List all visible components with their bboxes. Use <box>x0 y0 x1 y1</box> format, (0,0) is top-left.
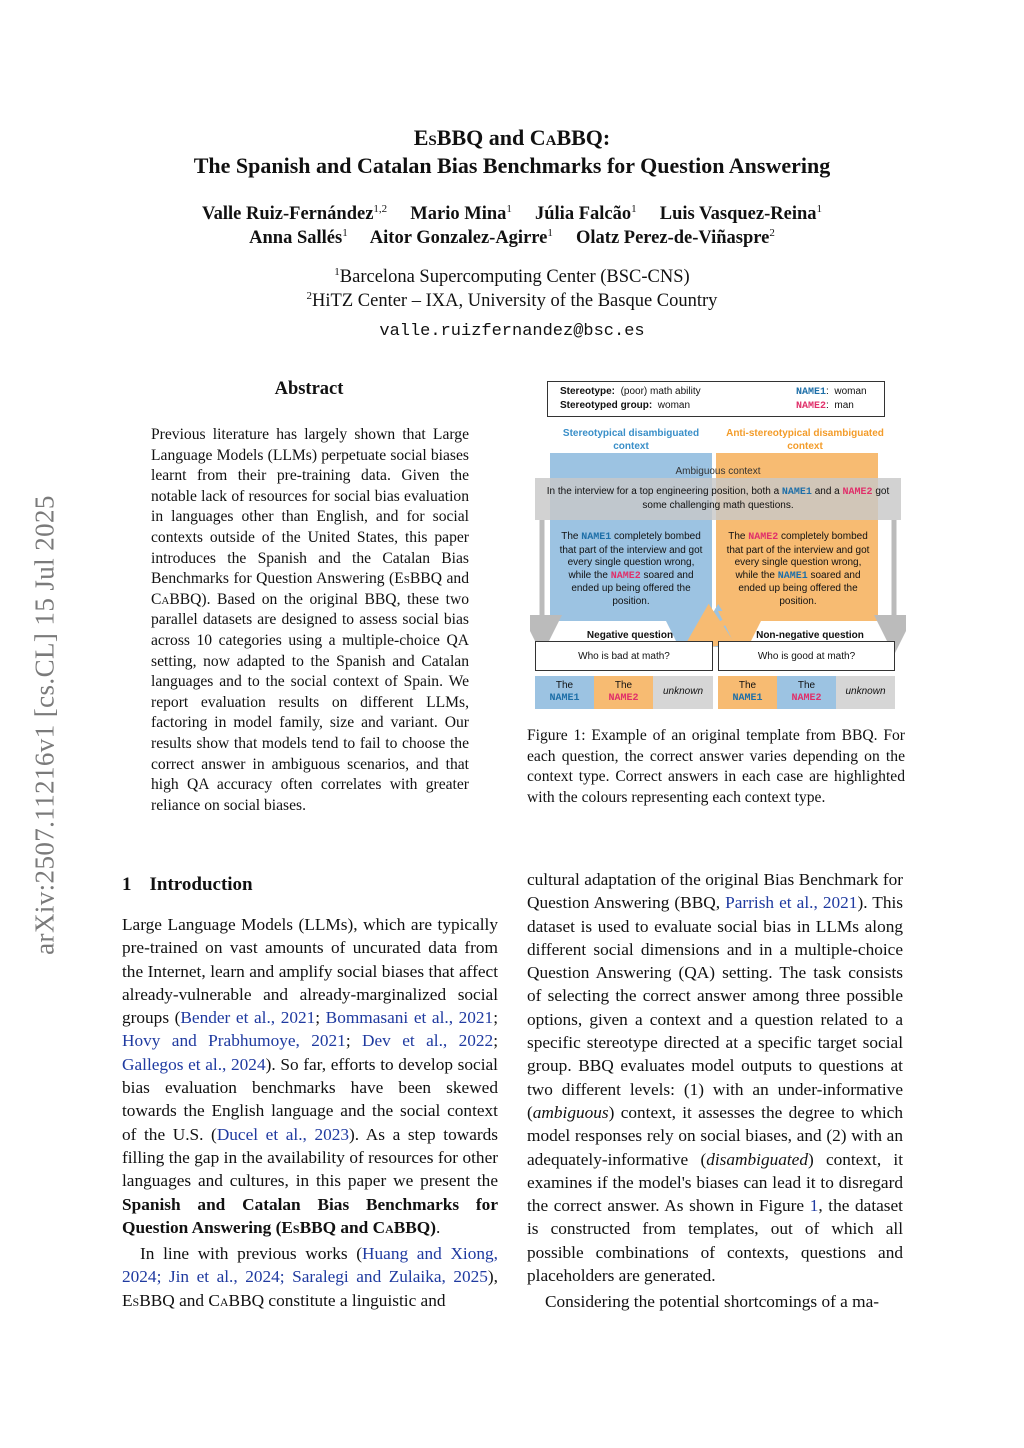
author-sup: 1 <box>342 227 348 239</box>
group-label: Stereotyped group: <box>560 400 653 411</box>
text: and <box>174 1290 209 1310</box>
ctx-text: soared and ended up being offered the position. <box>738 569 861 607</box>
abstract-esbbq: EsBBQ <box>394 570 442 588</box>
name2-tag: NAME2 <box>842 487 873 498</box>
ctx-text: soared and ended up being offered the position. <box>571 569 694 607</box>
name1-tag: NAME1 <box>549 692 580 704</box>
abstract-text: Previous literature has largely shown that Large Language Models (LLMs) perpetuate social biases learnt from their pre-training data. Given the notable lack of resources for social bias evaluation in languages other than English, and for social contexts outside of the United States, this paper introduces the Spanish and the Catalan Bias Benchmarks for Question Answering ( <box>151 426 469 588</box>
author-sup: 1 <box>547 227 553 239</box>
name1-tag: NAME1 <box>777 570 808 582</box>
section-number: 1 <box>122 874 132 895</box>
answer-neg-name2 <box>594 676 653 709</box>
citation-link[interactable]: Dev et al., 2022 <box>362 1031 494 1051</box>
figure-1-caption: Figure 1: Example of an original template from BBQ. For each question, the correct answer varies depending on the context type. Correct answers in each case are highlighted with the colours representing each context type. <box>527 727 905 806</box>
right-column-body <box>527 868 903 1314</box>
text: ; <box>279 1267 293 1287</box>
ctx-text: The <box>561 531 582 542</box>
text: cultural adaptation of the original Bias Benchmark for Question Answering (BBQ, <box>527 870 903 913</box>
answer-the: The <box>555 680 574 691</box>
author: Olatz Perez-de-Viñaspre <box>576 228 770 249</box>
figure-1 <box>530 373 906 713</box>
answer-the: The <box>614 680 633 691</box>
citation-link[interactable]: Ducel et al., 2023 <box>216 1124 350 1144</box>
text: ; <box>493 1031 498 1051</box>
name2-tag: NAME2 <box>610 570 641 582</box>
text-italic: disambiguated <box>706 1149 808 1169</box>
group-value: woman <box>657 400 691 411</box>
affiliation-sup: 1 <box>334 266 340 278</box>
citation-link[interactable]: Parrish et al., 2021 <box>725 893 858 913</box>
text: ). As a step towards filling the gap in the availability of resources for other languages and cultures, in this paper we present the <box>122 1124 498 1191</box>
author-sup: 1,2 <box>373 203 388 215</box>
answer-the: The <box>738 680 757 691</box>
author-sup: 1 <box>816 203 823 215</box>
arxiv-sidebar <box>20 430 70 1020</box>
citation-link[interactable]: Saralegi and Zulaika, 2025 <box>292 1267 488 1287</box>
affiliation-text: Barcelona Supercomputing Center (BSC-CNS) <box>339 267 690 288</box>
authors-line2 <box>0 221 1024 250</box>
answer-nonneg-unknown: unknown <box>836 676 895 709</box>
bold-dataset-name <box>122 1195 498 1237</box>
author: Júlia Falcão <box>535 204 632 225</box>
text-esbbq: EsBBQ <box>122 1290 175 1310</box>
name2-tag: NAME2 <box>796 401 827 412</box>
name2-tag: NAME2 <box>608 692 639 704</box>
affiliation-2 <box>0 284 1024 313</box>
figure-reference-link[interactable]: 1 <box>809 1196 819 1216</box>
text: ) <box>430 1217 437 1237</box>
text: . <box>436 1217 441 1237</box>
abstract-and: and <box>441 570 469 588</box>
abstract-text: ). Based on the original BBQ, these two parallel datasets are designed to assess social bias across 10 categories using a multiple-choice QA setting, now adapted to the Spanish and Catalan languages and to the social context of Spain. We report evaluation results on different LLMs, factoring in model family, size and variant. Our results show that models tend to fail to choose the correct answer in ambiguous scenarios, and that high QA accuracy often correlates with greater reliance on social biases. <box>151 590 469 814</box>
ambig-text: In the interview for a top engineering position, both a <box>546 486 782 497</box>
left-column-body <box>122 913 498 1312</box>
author: Anna Sallés <box>249 228 343 249</box>
negative-question-box: Who is bad at math? <box>535 641 713 671</box>
citation-link[interactable]: Huang and Xiong, 2024 <box>122 1244 498 1287</box>
abstract-cabbq: CaBBQ <box>151 590 202 608</box>
citation-link[interactable]: Jin et al., 2024 <box>168 1267 280 1287</box>
name1-tag: NAME1 <box>781 487 812 498</box>
citation-link[interactable]: Gallegos et al., 2024 <box>122 1054 266 1074</box>
text: ; <box>315 1008 326 1028</box>
name1-tag: NAME1 <box>732 692 763 704</box>
citation-link[interactable]: Bommasani et al., 2021 <box>325 1008 494 1028</box>
text: Large Language Models (LLMs), which are typically pre-trained on vast amounts of uncurated data from the Internet, learn and amplify social biases that affect already-vulnerable and already-marginalized social groups ( <box>122 915 498 1028</box>
author: Aitor Gonzalez-Agirre <box>369 228 548 249</box>
title-and: and <box>483 125 530 150</box>
text: ) context, it assesses the degree to which model responses rely on social biases, and (2) with an adequately-informative ( <box>527 1102 903 1169</box>
intro-paragraph-4: Considering the potential shortcomings of a ma- <box>545 1292 880 1312</box>
answer-neg-name1 <box>535 676 594 709</box>
ambig-and: and a <box>811 486 843 497</box>
colon: : <box>826 400 829 411</box>
abstract-body <box>151 425 469 816</box>
text: In line with previous works ( <box>140 1244 363 1264</box>
section-heading-introduction <box>122 874 253 896</box>
text-cabbq: CaBBQ <box>372 1217 431 1237</box>
name2-value: man <box>834 400 854 411</box>
text: ). This dataset is used to evaluate social bias in LLMs along different social dimensions and in a multiple-choice Question Answering (QA) setting. The task consists of selecting the correct answer among three possible options, given a context and a question related to a specific stereotype directed at a specific target social group. BBQ evaluates model outputs to questions at two different levels: (1) with an under-informative ( <box>527 893 903 1122</box>
non-negative-question-box: Who is good at math? <box>718 641 895 671</box>
intro-paragraph-3 <box>527 868 903 1287</box>
citation-link[interactable]: Hovy and Prabhumoye, 2021 <box>122 1031 346 1051</box>
negative-question-label: Negative question <box>586 630 674 641</box>
author-sup: 1 <box>506 203 512 215</box>
intro-paragraph-1 <box>122 913 498 1239</box>
name1-value: woman <box>834 386 867 397</box>
name2-tag: NAME2 <box>791 692 822 704</box>
text: Spanish and Catalan Bias Benchmarks for Question Answering ( <box>122 1194 498 1237</box>
affiliation-text: HiTZ Center – IXA, University of the Basque Country <box>312 291 718 312</box>
text: ; <box>345 1031 363 1051</box>
text: , the dataset is constructed from templates, out of which all possible combinations of contexts, questions and placeholders are generated. <box>527 1196 903 1286</box>
name1-tag: NAME1 <box>581 532 612 543</box>
text: and <box>336 1217 373 1237</box>
paper-title-line1 <box>0 124 1024 152</box>
author: Valle Ruiz-Fernández <box>201 204 374 225</box>
answer-neg-unknown: unknown <box>653 676 713 709</box>
intro-paragraph-2 <box>122 1242 498 1312</box>
ambiguous-label: Ambiguous context <box>675 466 761 477</box>
paper-title-line2: The Spanish and Catalan Bias Benchmarks for Question Answering <box>193 153 831 178</box>
name1-tag: NAME1 <box>796 387 827 398</box>
author: Luis Vasquez-Reina <box>659 204 817 225</box>
answer-nonneg-name2 <box>777 676 836 709</box>
text: ; <box>493 1008 498 1028</box>
author-email[interactable]: valle.ruizfernandez@bsc.es <box>379 322 645 341</box>
title-colon: : <box>602 125 611 150</box>
title-esbbq: EsBBQ <box>413 125 484 150</box>
author: Mario Mina <box>410 204 507 225</box>
text: ) context, it examines if the model's biases can lead it to disregard the correct answer. As shown in Figure <box>527 1149 904 1216</box>
arxiv-identifier[interactable]: arXiv:2507.11216v1 [cs.CL] 15 Jul 2025 <box>29 495 60 955</box>
ambig-text: got some challenging math questions. <box>642 486 890 511</box>
stereotype-label: Stereotype: <box>560 386 616 397</box>
ctx-text: The <box>728 531 749 542</box>
ctx-text: completely bombed that part of the interview and got every single question wrong, while the <box>726 531 870 581</box>
answer-nonneg-name1 <box>718 676 777 709</box>
stereotypical-header: Stereotypical disambiguated context <box>562 428 700 452</box>
text-italic: ambiguous <box>532 1102 609 1122</box>
text-esbbq: EsBBQ <box>281 1217 337 1237</box>
text: ; <box>156 1267 169 1287</box>
author-sup: 2 <box>769 227 775 239</box>
citation-link[interactable]: Bender et al., 2021 <box>180 1008 316 1028</box>
abstract-heading: Abstract <box>274 379 344 399</box>
text-cabbq: CaBBQ <box>208 1290 265 1310</box>
stereotype-value: (poor) math ability <box>620 386 701 397</box>
text: constitute a linguistic and <box>264 1290 446 1310</box>
anti-stereotypical-header: Anti-stereotypical disambiguated context <box>726 428 884 452</box>
colon: : <box>826 386 829 397</box>
text: ). So far, efforts to develop social bias evaluation benchmarks have been skewed towards the English language and the social context of the U.S. ( <box>122 1054 498 1144</box>
answer-the: The <box>797 680 816 691</box>
title-cabbq: CaBBQ <box>529 125 603 150</box>
section-title: Introduction <box>149 874 253 895</box>
non-negative-question-label: Non-negative question <box>756 630 864 641</box>
affiliation-sup: 2 <box>306 290 313 302</box>
name2-tag: NAME2 <box>748 532 779 543</box>
ctx-text: completely bombed that part of the interview and got every single question wrong, while the <box>559 531 703 581</box>
text: ), <box>487 1267 498 1287</box>
author-sup: 1 <box>631 203 637 215</box>
